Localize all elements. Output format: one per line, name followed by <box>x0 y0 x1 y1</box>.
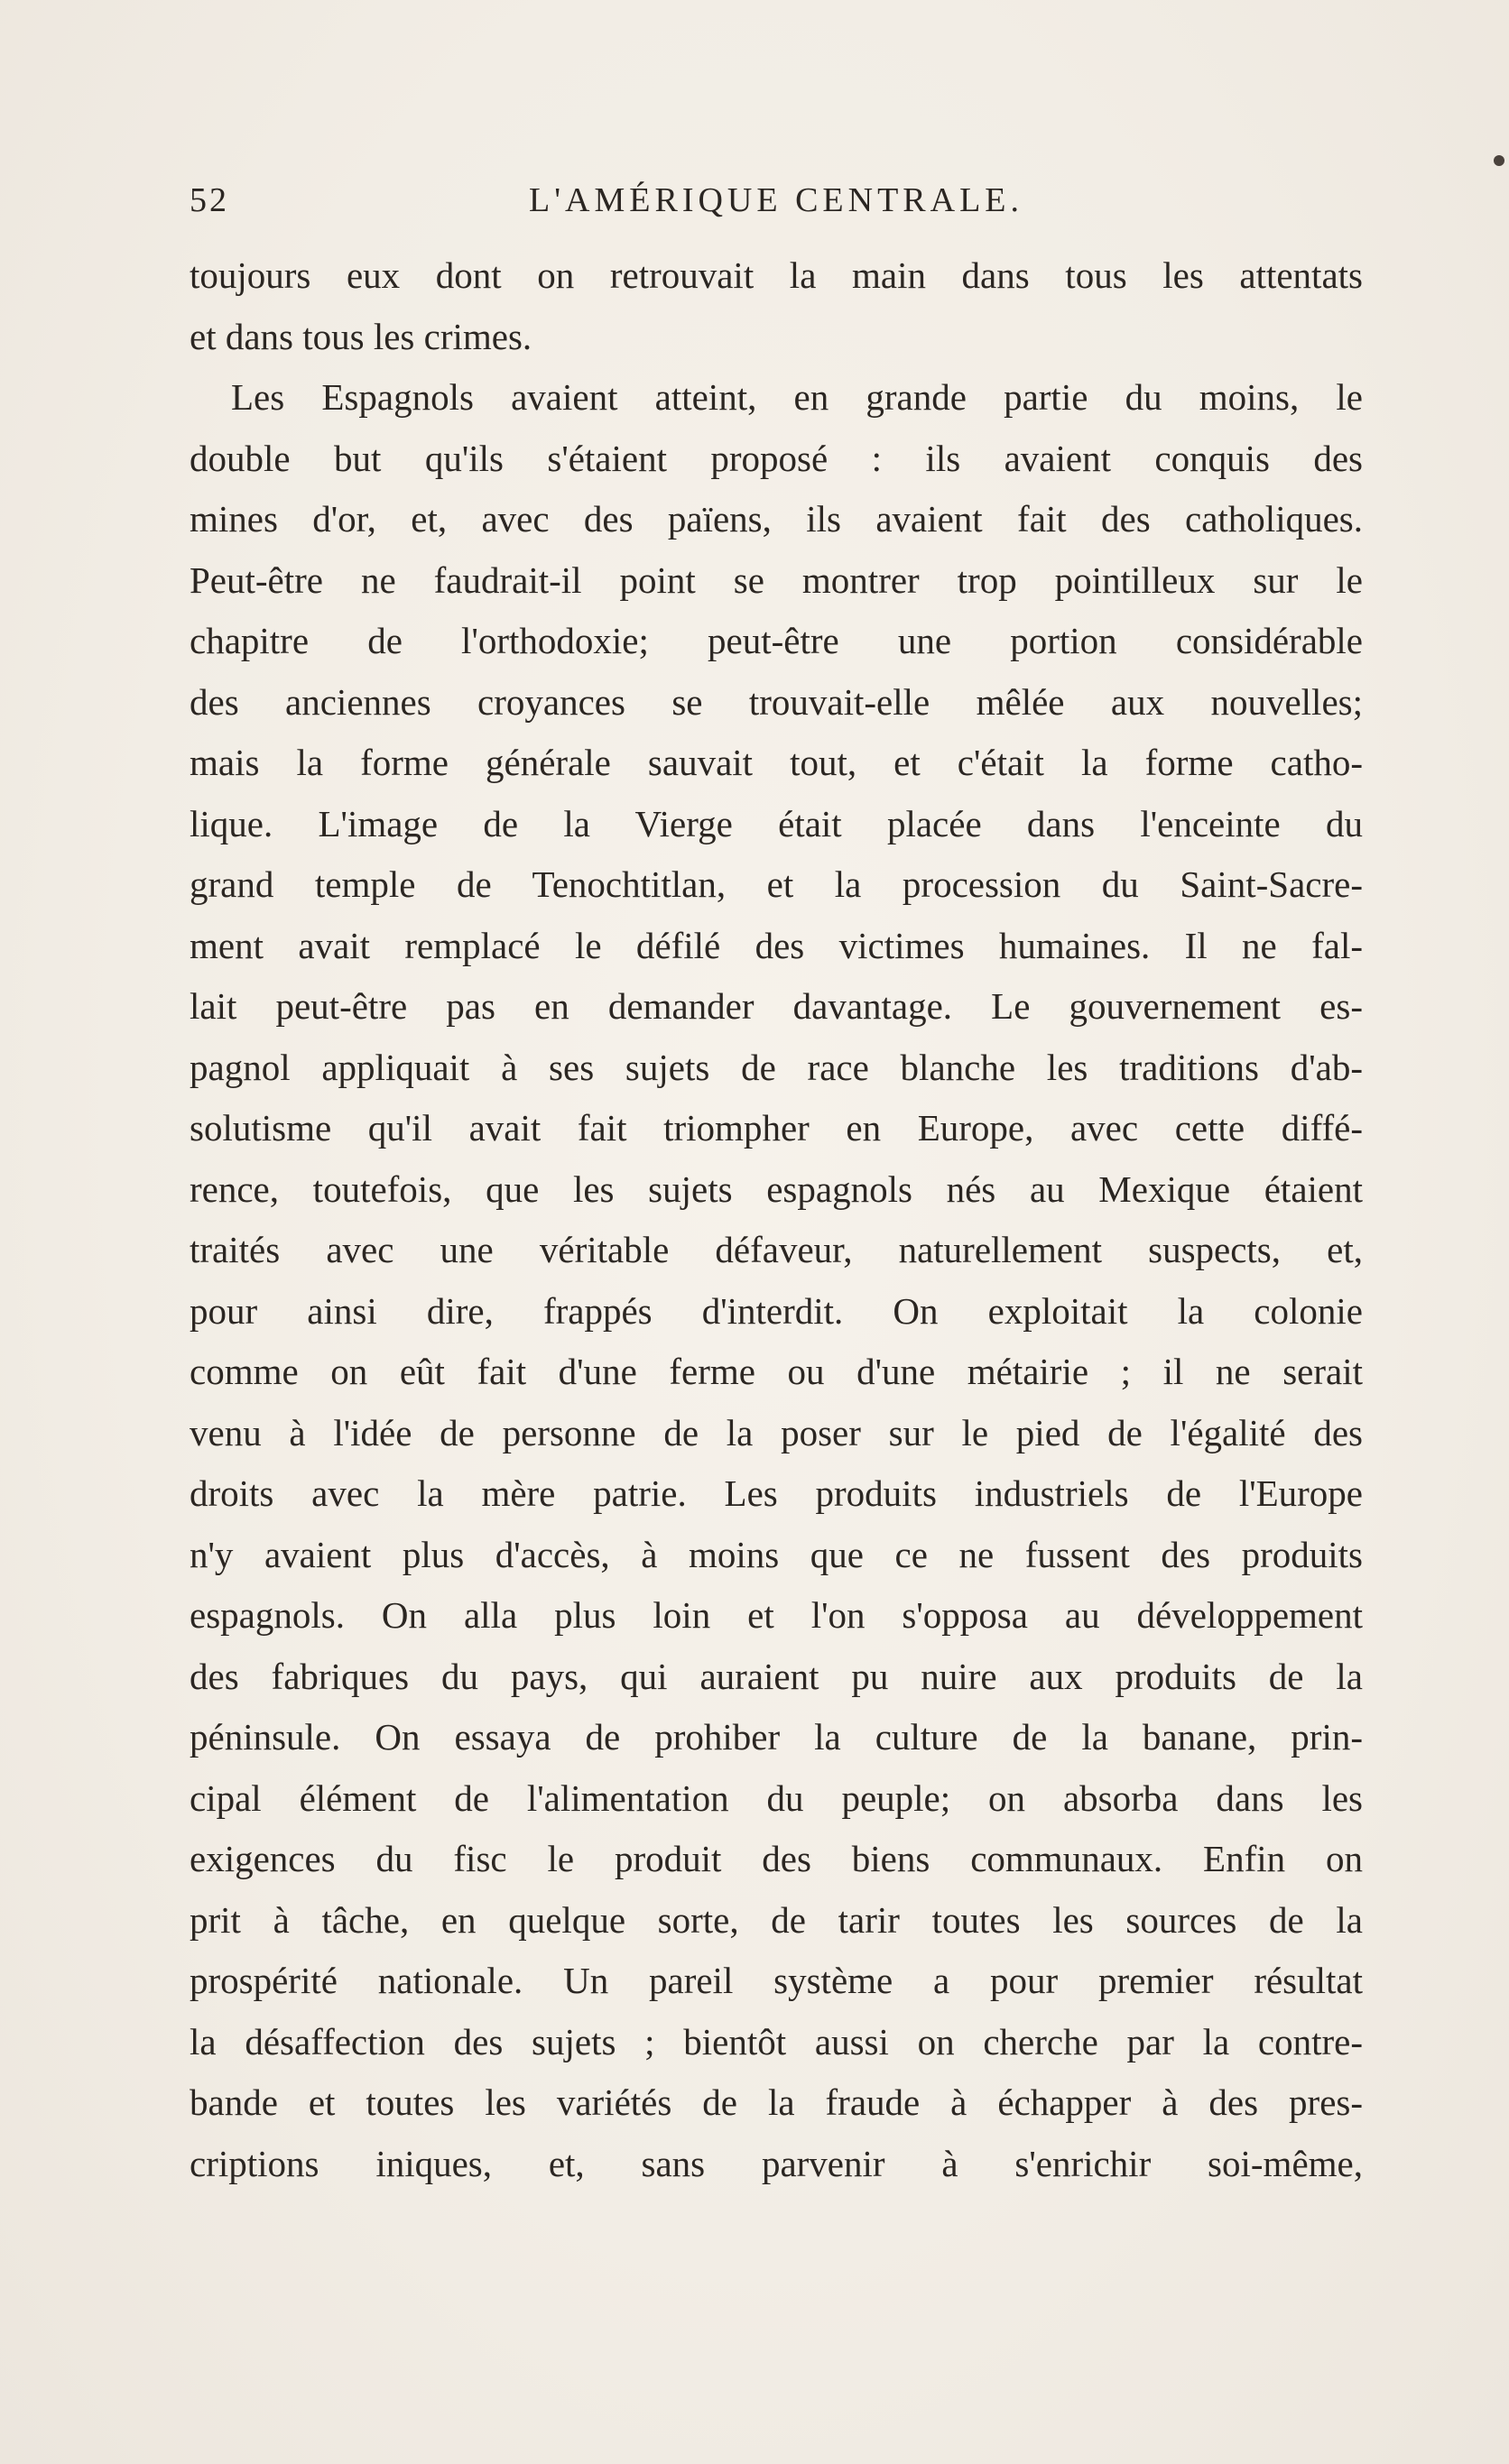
body-text <box>190 245 1363 2194</box>
ink-dot <box>1494 155 1504 166</box>
text-line: pour ainsi dire, frappés d'interdit. On exploitait la colonie <box>190 1289 1363 1332</box>
text-line: criptions iniques, et, sans parvenir à s'enrichir soi-même, <box>190 2142 1363 2184</box>
text-line: espagnols. On alla plus loin et l'on s'opposa au développement <box>190 1594 1363 1636</box>
text-line: mais la forme générale sauvait tout, et c'était la forme catho- <box>190 742 1363 783</box>
text-line: n'y avaient plus d'accès, à moins que ce ne fussent des produits <box>190 1533 1363 1575</box>
text-line: comme on eût fait d'une ferme ou d'une métairie ; il ne serait <box>190 1351 1363 1392</box>
text-line: double but qu'ils s'étaient proposé : ils avaient conquis des <box>190 437 1363 479</box>
text-line: cipal élément de l'alimentation du peuple; on absorba dans les <box>190 1776 1363 1819</box>
running-title: L'AMÉRIQUE CENTRALE. <box>528 181 1024 219</box>
text-line: ment avait remplacé le défilé des victimes humaines. Il ne fal- <box>190 924 1363 966</box>
text-line: lique. L'image de la Vierge était placée dans l'enceinte du <box>190 802 1363 844</box>
text-line: Peut-être ne faudrait-il point se montrer trop pointilleux sur le <box>190 558 1363 601</box>
text-line: la désaffection des sujets ; bientôt aussi on cherche par la contre- <box>190 2020 1363 2063</box>
text-line: prit à tâche, en quelque sorte, de tarir toutes les sources de la <box>190 1898 1363 1941</box>
text-line: prospérité nationale. Un pareil système a pour premier résultat <box>190 1960 1363 2001</box>
page-number: 52 <box>190 181 229 219</box>
text-line: exigences du fisc le produit des biens communaux. Enfin on <box>190 1838 1363 1879</box>
text-line: bande et toutes les variétés de la fraude à échapper à des pres- <box>190 2081 1363 2123</box>
text-line: rence, toutefois, que les sujets espagnols nés au Mexique étaient <box>190 1167 1363 1210</box>
text-line: pagnol appliquait à ses sujets de race blanche les traditions d'ab- <box>190 1046 1363 1088</box>
text-line: traités avec une véritable défaveur, naturellement suspects, et, <box>190 1229 1363 1270</box>
running-head <box>190 180 1363 235</box>
text-line: droits avec la mère patrie. Les produits industriels de l'Europe <box>190 1472 1363 1514</box>
text-line: grand temple de Tenochtitlan, et la procession du Saint-Sacre- <box>190 863 1363 905</box>
text-line: des fabriques du pays, qui auraient pu nuire aux produits de la <box>190 1655 1363 1697</box>
text-line: lait peut-être pas en demander davantage. Le gouvernement es- <box>190 985 1363 1027</box>
text-line: Les Espagnols avaient atteint, en grande partie du moins, le <box>231 376 1363 418</box>
text-line: solutisme qu'il avait fait triompher en Europe, avec cette diffé- <box>190 1107 1363 1149</box>
text-line: chapitre de l'orthodoxie; peut-être une portion considérable <box>190 620 1363 661</box>
text-line: mines d'or, et, avec des païens, ils avaient fait des catholiques. <box>190 498 1363 540</box>
text-line: venu à l'idée de personne de la poser sur le pied de l'égalité des <box>190 1411 1363 1453</box>
text-line: péninsule. On essaya de prohiber la culture de la banane, prin- <box>190 1716 1363 1758</box>
text-line: et dans tous les crimes. <box>190 315 532 357</box>
text-line: toujours eux dont on retrouvait la main dans tous les attentats <box>190 254 1363 296</box>
text-line: des anciennes croyances se trouvait-elle mêlée aux nouvelles; <box>190 680 1363 723</box>
